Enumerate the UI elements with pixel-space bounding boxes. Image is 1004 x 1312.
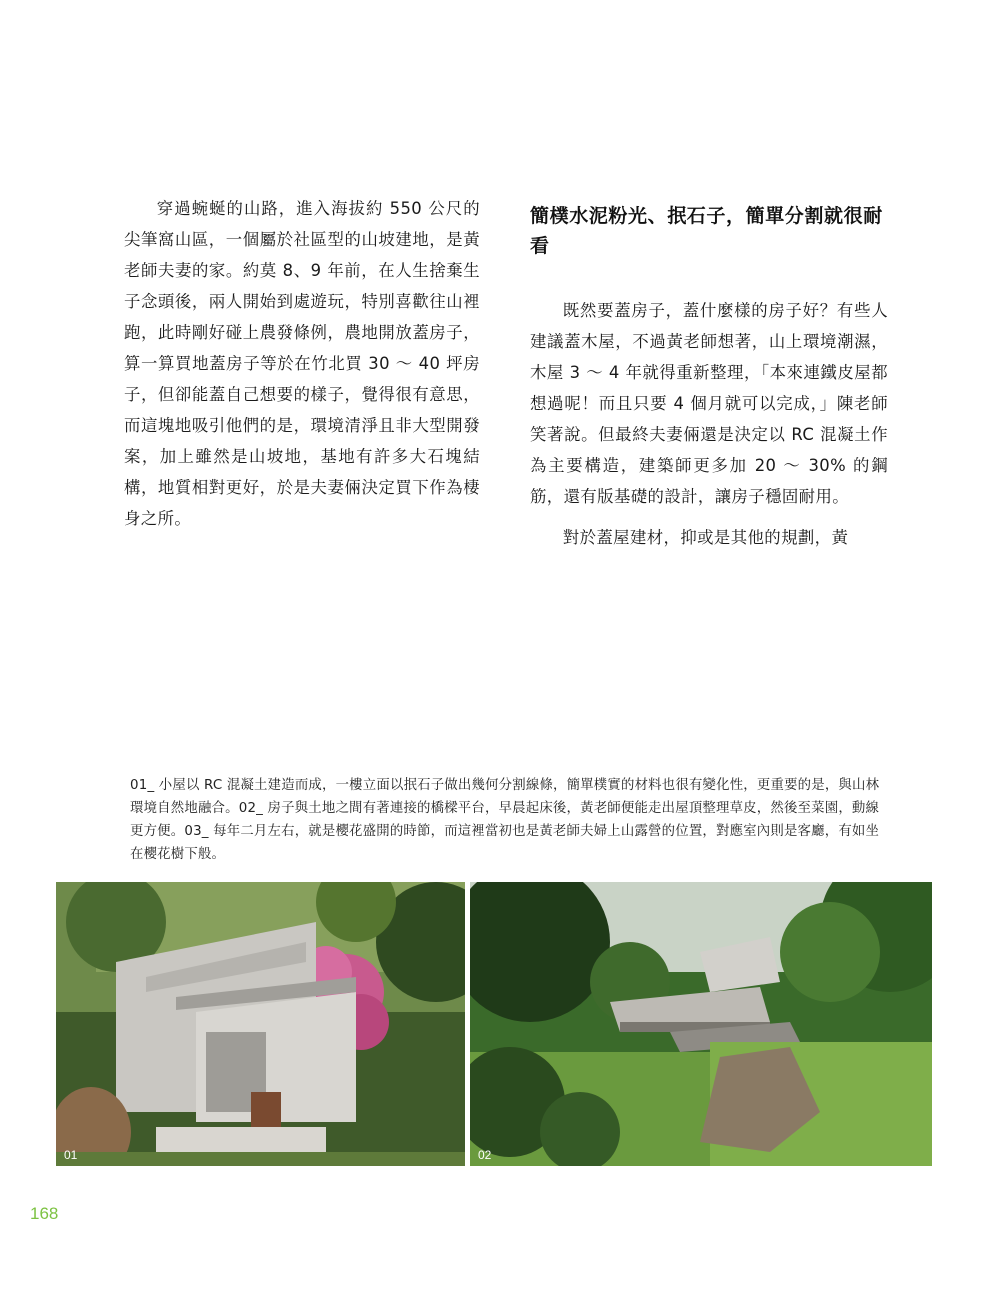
photo-number: 02 [478, 1148, 492, 1162]
right-column [530, 193, 888, 553]
page-number: 168 [30, 1204, 59, 1223]
body-paragraph: 對於蓋屋建材，抑或是其他的規劃，黃 [562, 528, 849, 547]
body-paragraph: 既然要蓋房子，蓋什麼樣的房子好？有些人建議蓋木屋，不過黃老師想著，山上環境潮濕，木屋 3 ～ 4 年就得重新整理，「本來連鐵皮屋都想過呢！而且只要 4 個月就可以完成，」陳老師笑著說。但最終夫妻倆還是決定以 RC 混凝土作為主要構造，建築師更多加 20 ～ 30% 的鋼筋，還有版基礎的設計，讓房子穩固耐用。 [530, 301, 888, 506]
left-column [124, 193, 480, 534]
photo-number: 01 [64, 1148, 78, 1162]
house-with-cherry-blossom-photo [56, 882, 465, 1166]
bridge-platform-garden-photo [470, 882, 932, 1166]
body-paragraph: 穿過蜿蜒的山路，進入海拔約 550 公尺的尖筆窩山區，一個屬於社區型的山坡建地，是黃老師夫妻的家。約莫 8、9 年前，在人生捨棄生子念頭後，兩人開始到處遊玩，特別喜歡往山裡跑，此時剛好碰上農發條例，農地開放蓋房子，算一算買地蓋房子等於在竹北買 30 ～ 40 坪房子，但卻能蓋自己想要的樣子，覺得很有意思，而這塊地吸引他們的是，環境清淨且非大型開發案，加上雖然是山坡地，基地有許多大石塊結構，地質相對更好，於是夫妻倆決定買下作為棲身之所。 [124, 199, 480, 528]
photo-caption: 01_ 小屋以 RC 混凝土建造而成，一樓立面以抿石子做出幾何分割線條，簡單樸實的材料也很有變化性，更重要的是，與山林環境自然地融合。02_ 房子與土地之間有著連接的橋樑平台，早晨起床後，黃老師便能走出屋頂整理草皮，然後至菜園，動線更方便。03_ 每年二月左右，就是櫻花盛開的時節，而這裡當初也是黃老師夫婦上山露營的位置，對應室內則是客廳，有如坐在櫻花樹下般。 [130, 778, 880, 862]
section-heading: 簡樸水泥粉光、抿石子，簡單分割就很耐看 [530, 205, 883, 257]
